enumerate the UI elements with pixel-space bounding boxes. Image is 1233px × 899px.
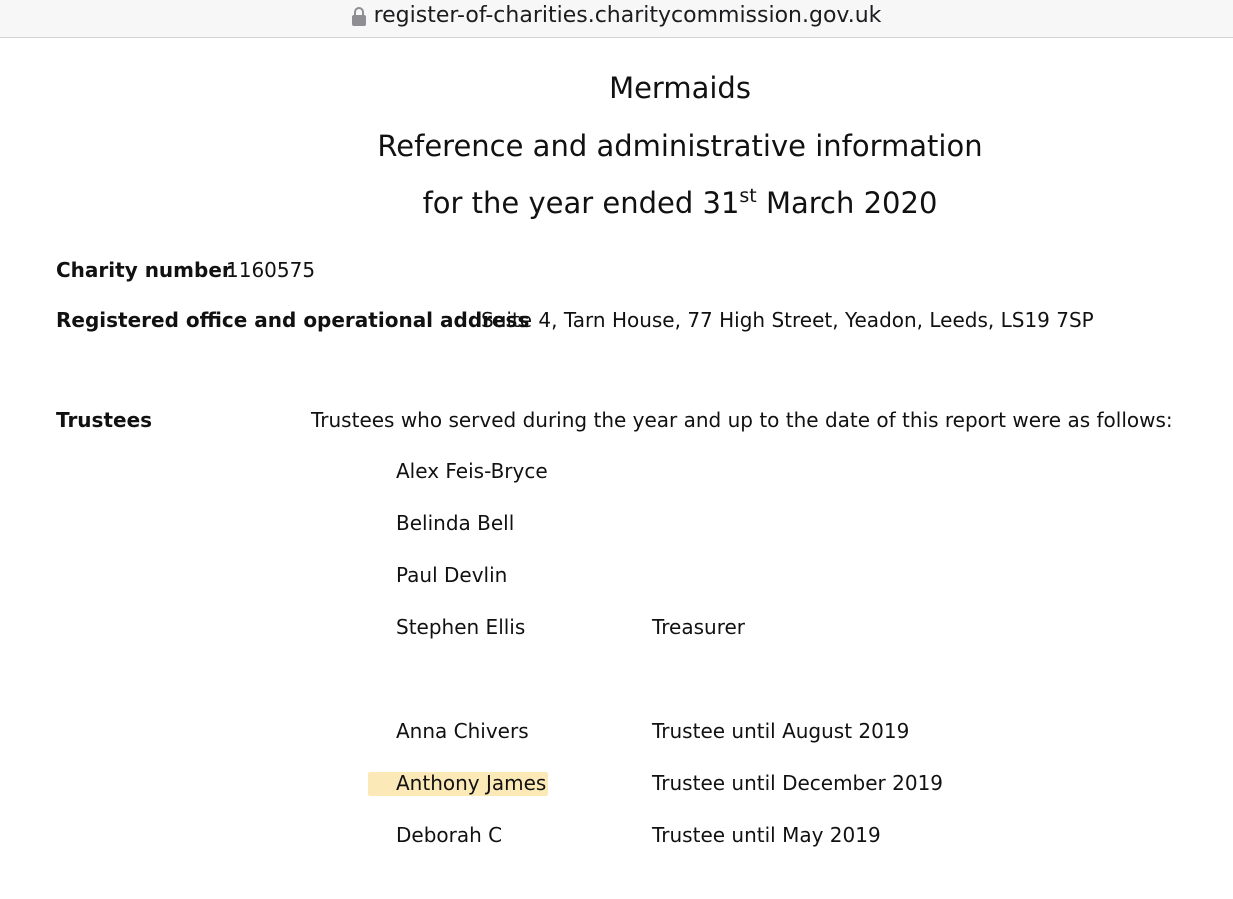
former-trustee-name-highlighted: Anthony James — [396, 771, 547, 795]
trustee-name: Stephen Ellis — [396, 615, 526, 639]
trustee-role: Treasurer — [652, 615, 746, 639]
trustee-name: Alex Feis-Bryce — [396, 459, 548, 483]
lock-icon — [352, 7, 366, 26]
period-text-start: for the year ended 31 — [422, 186, 740, 220]
trustees-label: Trustees — [56, 408, 153, 432]
former-trustee-role: Trustee until December 2019 — [652, 771, 944, 795]
former-trustee-role: Trustee until August 2019 — [652, 719, 910, 743]
address-label: Registered office and operational address — [56, 308, 530, 332]
charity-number-value: 1160575 — [226, 258, 316, 282]
period-text-end: March 2020 — [756, 186, 938, 220]
document-title: Mermaids — [609, 71, 751, 105]
charity-number-label: Charity number — [56, 258, 232, 282]
trustee-name: Paul Devlin — [396, 563, 508, 587]
document-period — [0, 186, 1233, 220]
browser-address-bar[interactable] — [0, 0, 1233, 38]
former-trustee-name: Deborah C — [396, 823, 503, 847]
former-trustee-role: Trustee until May 2019 — [652, 823, 881, 847]
former-trustee-name: Anna Chivers — [396, 719, 529, 743]
document-subtitle: Reference and administrative information — [377, 129, 983, 163]
trustees-intro: Trustees who served during the year and up to the date of this report were as follows: — [311, 408, 1173, 432]
trustee-name: Belinda Bell — [396, 511, 515, 535]
period-ordinal-suffix: st — [739, 185, 757, 207]
url-text: register-of-charities.charitycommission.gov.uk — [373, 2, 882, 28]
url-display[interactable] — [0, 0, 1233, 30]
address-value: Suite 4, Tarn House, 77 High Street, Yeadon, Leeds, LS19 7SP — [481, 308, 1094, 332]
